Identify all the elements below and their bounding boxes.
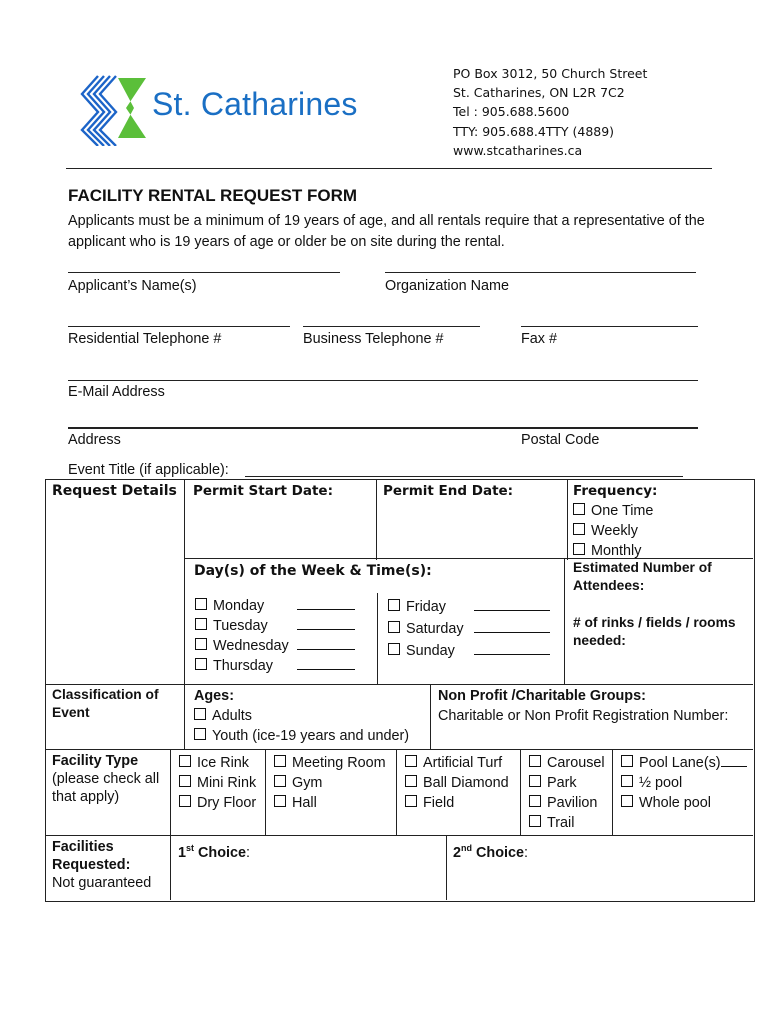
days-right-group bbox=[388, 596, 550, 662]
table-divider bbox=[567, 479, 568, 560]
table-divider bbox=[396, 749, 397, 836]
facility-option[interactable]: Pool Lane(s) bbox=[621, 753, 747, 773]
event-title-label: Event Title (if applicable): bbox=[68, 462, 229, 478]
facility-option[interactable]: ½ pool bbox=[621, 773, 747, 793]
applicant-name-field[interactable] bbox=[68, 272, 340, 273]
time-blank[interactable] bbox=[474, 642, 550, 655]
checkbox-icon[interactable] bbox=[529, 795, 541, 807]
table-divider bbox=[612, 749, 613, 836]
checkbox-icon[interactable] bbox=[621, 795, 633, 807]
address-field[interactable] bbox=[68, 427, 698, 429]
checkbox-icon[interactable] bbox=[405, 775, 417, 787]
city-logo bbox=[78, 74, 378, 146]
facility-col bbox=[621, 753, 747, 813]
address-line: TTY: 905.688.4TTY (4889) bbox=[453, 123, 615, 139]
time-blank[interactable] bbox=[474, 620, 550, 633]
nonprofit-group bbox=[438, 686, 728, 726]
facility-option[interactable]: Ball Diamond bbox=[405, 773, 509, 793]
rinks-needed-label: # of rinks / fields / rooms needed: bbox=[573, 615, 736, 648]
facilities-requested-label: Facilities Requested: bbox=[52, 839, 131, 873]
checkbox-icon[interactable] bbox=[195, 638, 207, 650]
attendees-label: Estimated Number of Attendees: bbox=[573, 560, 712, 593]
table-divider bbox=[376, 479, 377, 560]
day-option[interactable]: Thursday bbox=[195, 656, 355, 676]
facility-type-label: Facility Type bbox=[52, 753, 139, 769]
table-divider bbox=[184, 479, 185, 685]
event-title-field[interactable] bbox=[245, 476, 683, 477]
first-choice-field[interactable]: 1st Choice: bbox=[178, 843, 251, 861]
fax-label: Fax # bbox=[521, 331, 557, 347]
checkbox-icon[interactable] bbox=[621, 775, 633, 787]
days-times-label: Day(s) of the Week & Time(s): bbox=[194, 563, 432, 579]
checkbox-icon[interactable] bbox=[274, 795, 286, 807]
facility-option[interactable]: Pavilion bbox=[529, 793, 605, 813]
checkbox-icon[interactable] bbox=[179, 775, 191, 787]
age-option[interactable]: Youth (ice-19 years and under) bbox=[194, 726, 409, 746]
checkbox-icon[interactable] bbox=[621, 755, 633, 767]
frequency-group bbox=[573, 481, 657, 561]
frequency-option[interactable]: Weekly bbox=[573, 521, 657, 541]
bus-phone-label: Business Telephone # bbox=[303, 331, 444, 347]
classification-label: Classification of Event bbox=[52, 687, 159, 720]
frequency-label: Frequency: bbox=[573, 483, 658, 499]
facility-option[interactable]: Gym bbox=[274, 773, 386, 793]
days-left-group bbox=[195, 596, 355, 676]
table-divider bbox=[170, 749, 171, 900]
frequency-option[interactable]: Monthly bbox=[573, 541, 657, 561]
applicant-name-label: Applicant’s Name(s) bbox=[68, 278, 197, 294]
checkbox-icon[interactable] bbox=[529, 815, 541, 827]
facility-option[interactable]: Carousel bbox=[529, 753, 605, 773]
postal-code-label: Postal Code bbox=[521, 432, 600, 448]
permit-start-label: Permit Start Date: bbox=[193, 483, 333, 499]
facility-type-group bbox=[52, 752, 170, 806]
table-divider bbox=[520, 749, 521, 836]
facility-option[interactable]: Trail bbox=[529, 813, 605, 833]
table-divider bbox=[564, 558, 565, 685]
facility-option[interactable]: Dry Floor bbox=[179, 793, 256, 813]
day-option[interactable]: Wednesday bbox=[195, 636, 355, 656]
facility-col bbox=[274, 753, 386, 813]
ages-label: Ages: bbox=[194, 688, 234, 704]
checkbox-icon[interactable] bbox=[195, 598, 207, 610]
not-guaranteed-note: Not guaranteed bbox=[52, 875, 152, 891]
time-blank[interactable] bbox=[297, 597, 355, 610]
checkbox-icon[interactable] bbox=[194, 728, 206, 740]
time-blank[interactable] bbox=[474, 598, 550, 611]
facility-option[interactable]: Whole pool bbox=[621, 793, 747, 813]
facility-option[interactable]: Field bbox=[405, 793, 509, 813]
table-divider bbox=[430, 684, 431, 750]
request-details-label: Request Details bbox=[52, 483, 177, 499]
facility-col bbox=[179, 753, 256, 813]
facility-option[interactable]: Meeting Room bbox=[274, 753, 386, 773]
table-divider bbox=[45, 835, 753, 836]
checkbox-icon[interactable] bbox=[529, 755, 541, 767]
nonprofit-label: Non Profit /Charitable Groups: bbox=[438, 688, 646, 704]
checkbox-icon[interactable] bbox=[179, 755, 191, 767]
day-option[interactable]: Saturday bbox=[388, 618, 550, 640]
checkbox-icon[interactable] bbox=[405, 795, 417, 807]
facility-option[interactable]: Artificial Turf bbox=[405, 753, 509, 773]
checkbox-icon[interactable] bbox=[405, 755, 417, 767]
facilities-requested-group bbox=[52, 838, 170, 892]
checkbox-icon[interactable] bbox=[388, 621, 400, 633]
facility-col bbox=[405, 753, 509, 813]
logo-text: St. Catharines bbox=[152, 86, 358, 122]
frequency-option[interactable]: One Time bbox=[573, 501, 657, 521]
bus-phone-field[interactable] bbox=[303, 326, 480, 327]
table-divider bbox=[45, 684, 753, 685]
age-option[interactable]: Adults bbox=[194, 706, 409, 726]
pool-lane-blank[interactable] bbox=[721, 754, 747, 767]
checkbox-icon[interactable] bbox=[388, 643, 400, 655]
email-field[interactable] bbox=[68, 380, 698, 381]
nonprofit-reg-label: Charitable or Non Profit Registration Number: bbox=[438, 708, 729, 724]
checkbox-icon[interactable] bbox=[573, 523, 585, 535]
facility-option[interactable]: Mini Rink bbox=[179, 773, 256, 793]
time-blank[interactable] bbox=[297, 657, 355, 670]
address-line: Tel : 905.688.5600 bbox=[453, 104, 570, 120]
table-divider bbox=[377, 593, 378, 685]
time-blank[interactable] bbox=[297, 617, 355, 630]
facility-type-note: (please check all that apply) bbox=[52, 771, 160, 805]
time-blank[interactable] bbox=[297, 637, 355, 650]
day-option[interactable]: Monday bbox=[195, 596, 355, 616]
facility-col bbox=[529, 753, 605, 833]
facility-option[interactable]: Hall bbox=[274, 793, 386, 813]
address-line: PO Box 3012, 50 Church Street bbox=[453, 66, 648, 81]
checkbox-icon[interactable] bbox=[195, 658, 207, 670]
form-intro: Applicants must be a minimum of 19 years of age, and all rentals require that a representative of the applicant who is 19 years of age or older be on site during the rental. bbox=[68, 213, 705, 250]
second-choice-field[interactable]: 2nd Choice: bbox=[453, 843, 528, 861]
table-divider bbox=[184, 684, 185, 750]
contact-address bbox=[453, 64, 647, 160]
facility-option[interactable]: Park bbox=[529, 773, 605, 793]
ages-group bbox=[194, 686, 409, 746]
table-divider bbox=[45, 749, 753, 750]
organization-field[interactable] bbox=[385, 272, 696, 273]
permit-end-label: Permit End Date: bbox=[383, 483, 514, 499]
address-label: Address bbox=[68, 432, 121, 448]
day-option[interactable]: Tuesday bbox=[195, 616, 355, 636]
checkbox-icon[interactable] bbox=[573, 543, 585, 555]
checkbox-icon[interactable] bbox=[573, 503, 585, 515]
form-title: FACILITY RENTAL REQUEST FORM bbox=[68, 186, 358, 205]
organization-label: Organization Name bbox=[385, 278, 509, 294]
address-line: St. Catharines, ON L2R 7C2 bbox=[453, 85, 625, 101]
checkbox-icon[interactable] bbox=[388, 599, 400, 611]
day-option[interactable]: Friday bbox=[388, 596, 550, 618]
day-option[interactable]: Sunday bbox=[388, 640, 550, 662]
checkbox-icon[interactable] bbox=[274, 775, 286, 787]
checkbox-icon[interactable] bbox=[274, 755, 286, 767]
res-phone-field[interactable] bbox=[68, 326, 290, 327]
res-phone-label: Residential Telephone # bbox=[68, 331, 222, 347]
website-link[interactable]: www.stcatharines.ca bbox=[453, 142, 583, 158]
email-label: E-Mail Address bbox=[68, 384, 165, 400]
checkbox-icon[interactable] bbox=[529, 775, 541, 787]
table-divider bbox=[446, 835, 447, 900]
checkbox-icon[interactable] bbox=[179, 795, 191, 807]
fax-field[interactable] bbox=[521, 326, 698, 327]
header-divider bbox=[66, 168, 712, 169]
logo-chevron-icon bbox=[78, 74, 150, 146]
checkbox-icon[interactable] bbox=[195, 618, 207, 630]
facility-option[interactable]: Ice Rink bbox=[179, 753, 256, 773]
table-divider bbox=[265, 749, 266, 836]
checkbox-icon[interactable] bbox=[194, 708, 206, 720]
